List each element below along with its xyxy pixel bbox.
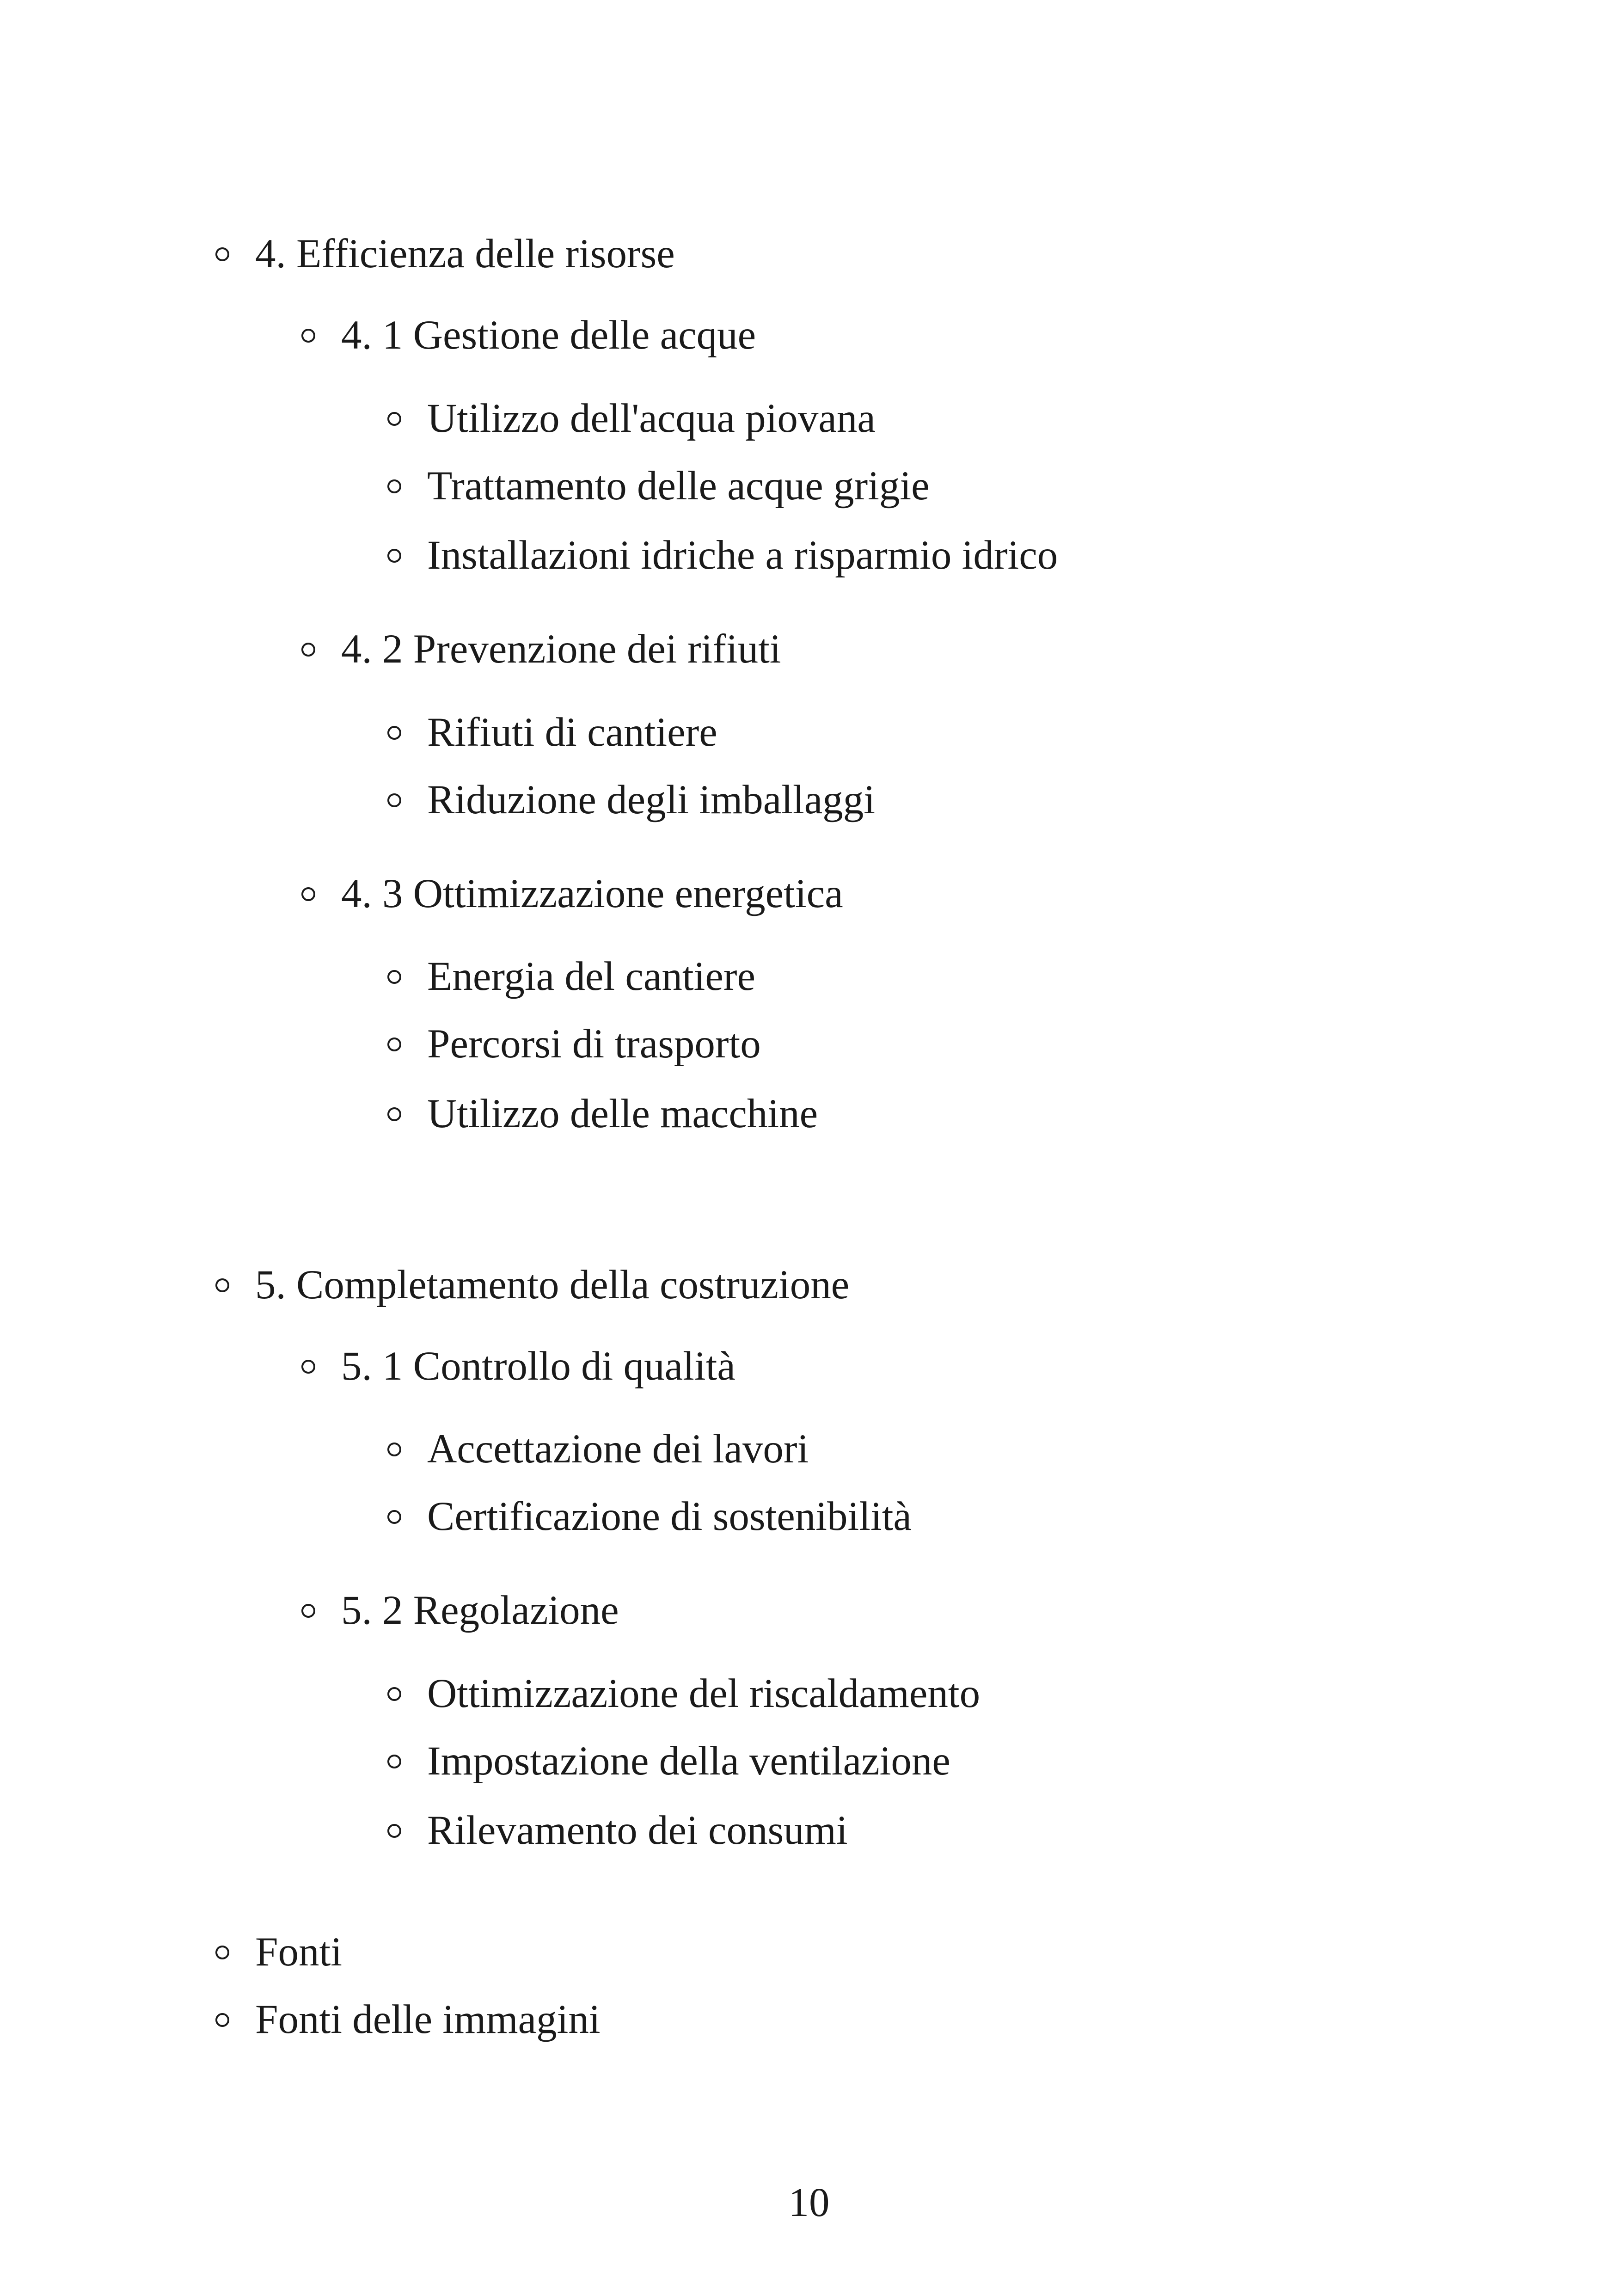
outline-item bbox=[387, 1426, 809, 1472]
item-label: Utilizzo delle macchine bbox=[427, 1091, 818, 1136]
circle-bullet-icon bbox=[387, 970, 401, 984]
circle-bullet-icon bbox=[215, 247, 229, 261]
outline-item bbox=[387, 1496, 912, 1537]
circle-bullet-icon bbox=[387, 549, 401, 563]
item-label: Installazioni idriche a risparmio idrico bbox=[427, 533, 1058, 578]
circle-bullet-icon bbox=[387, 479, 401, 493]
circle-bullet-icon bbox=[387, 793, 401, 807]
outline-item bbox=[387, 398, 876, 439]
outline-item bbox=[387, 1810, 848, 1851]
circle-bullet-icon bbox=[301, 329, 315, 343]
circle-bullet-icon bbox=[387, 726, 401, 740]
outline-item-fonti-immagini bbox=[215, 1999, 601, 2040]
circle-bullet-icon bbox=[387, 1107, 401, 1121]
circle-bullet-icon bbox=[215, 2013, 229, 2027]
item-label: Ottimizzazione del riscaldamento bbox=[427, 1671, 981, 1716]
circle-bullet-icon bbox=[215, 1278, 229, 1292]
outline-item bbox=[387, 1093, 818, 1135]
section-title: 5. Completamento della costruzione bbox=[255, 1262, 850, 1308]
item-label: Certificazione di sostenibilità bbox=[427, 1494, 912, 1539]
item-label: Rilevamento dei consumi bbox=[427, 1808, 848, 1853]
outline-item bbox=[387, 535, 1058, 576]
circle-bullet-icon bbox=[301, 887, 315, 901]
outline-item-section-5-2 bbox=[301, 1590, 619, 1631]
outline-item-section-4 bbox=[215, 233, 675, 275]
outline-item-section-5-1 bbox=[301, 1346, 735, 1387]
circle-bullet-icon bbox=[387, 1824, 401, 1838]
subsection-title: 5. 2 Regolazione bbox=[341, 1588, 619, 1633]
circle-bullet-icon bbox=[301, 1360, 315, 1374]
circle-bullet-icon bbox=[301, 1604, 315, 1618]
outline-item bbox=[387, 712, 717, 753]
item-label: Trattamento delle acque grigie bbox=[427, 463, 930, 509]
item-label: Percorsi di trasporto bbox=[427, 1021, 761, 1067]
item-label: Rifiuti di cantiere bbox=[427, 710, 717, 755]
circle-bullet-icon bbox=[387, 412, 401, 426]
circle-bullet-icon bbox=[301, 643, 315, 657]
outline-item-section-5 bbox=[215, 1262, 850, 1308]
outline-item bbox=[387, 463, 930, 509]
outline-item-fonti bbox=[215, 1929, 342, 1975]
outline-item bbox=[387, 1673, 980, 1714]
outline-item-section-4-2 bbox=[301, 626, 781, 672]
circle-bullet-icon bbox=[387, 1443, 401, 1456]
outline-item bbox=[387, 1738, 950, 1784]
outline-item-section-4-1 bbox=[301, 315, 756, 356]
circle-bullet-icon bbox=[387, 1755, 401, 1768]
circle-bullet-icon bbox=[387, 1037, 401, 1051]
subsection-title: 4. 2 Prevenzione dei rifiuti bbox=[341, 626, 781, 672]
outline-item bbox=[387, 956, 755, 997]
subsection-title: 4. 1 Gestione delle acque bbox=[341, 313, 756, 358]
outline-item bbox=[387, 1021, 761, 1067]
page-number: 10 bbox=[788, 2180, 830, 2225]
item-label: Accettazione dei lavori bbox=[427, 1426, 809, 1472]
section-title: 4. Efficienza delle risorse bbox=[255, 231, 675, 276]
circle-bullet-icon bbox=[215, 1946, 229, 1959]
item-label: Energia del cantiere bbox=[427, 954, 755, 999]
item-label: Riduzione degli imballaggi bbox=[427, 777, 875, 823]
item-label: Utilizzo dell'acqua piovana bbox=[427, 396, 876, 441]
outline-item-section-4-3 bbox=[301, 873, 843, 915]
item-label: Impostazione della ventilazione bbox=[427, 1738, 950, 1784]
subsection-title: 5. 1 Controllo di qualità bbox=[341, 1344, 735, 1389]
subsection-title: 4. 3 Ottimizzazione energetica bbox=[341, 871, 843, 916]
circle-bullet-icon bbox=[387, 1510, 401, 1524]
outline-item bbox=[387, 777, 875, 823]
circle-bullet-icon bbox=[387, 1687, 401, 1701]
section-title: Fonti bbox=[255, 1929, 342, 1975]
section-title: Fonti delle immagini bbox=[255, 1997, 601, 2042]
